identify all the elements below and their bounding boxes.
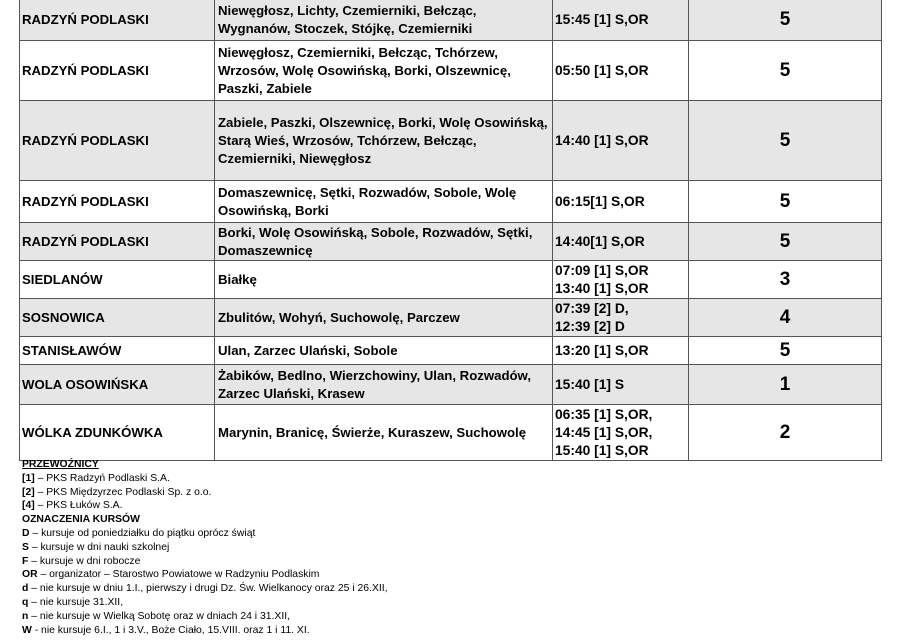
departures-cell: 05:50 [1] S,OR [553, 41, 689, 101]
course-code-text: – kursuje w dni nauki szkolnej [28, 541, 170, 553]
course-code: F [22, 555, 29, 567]
legend [22, 458, 882, 637]
town-cell: WOLA OSOWIŃSKA [20, 365, 215, 405]
departures-cell: 06:35 [1] S,OR, 14:45 [1] S,OR, 15:40 [1] S,OR [553, 405, 689, 461]
code-item [22, 624, 882, 638]
code-item [22, 582, 882, 596]
table-row [20, 405, 882, 461]
count-cell: 5 [689, 41, 882, 101]
code-item [22, 596, 882, 610]
departures-cell: 06:15[1] S,OR [553, 181, 689, 223]
villages-cell: Zabiele, Paszki, Olszewnicę, Borki, Wolę Osowińską, Starą Wieś, Wrzosów, Tchórzew, Bełcząc, Czemierniki, Niewęgłosz [215, 101, 553, 181]
town-cell: RADZYŃ PODLASKI [20, 181, 215, 223]
table-row [20, 337, 882, 365]
timetable-body [20, 0, 882, 461]
course-code-text: – nie kursuje 31.XII, [28, 596, 124, 608]
departures-cell: 13:20 [1] S,OR [553, 337, 689, 365]
villages-cell: Niewęgłosz, Lichty, Czemierniki, Bełcząc, Wygnanów, Stoczek, Stójkę, Czemierniki [215, 0, 553, 41]
count-cell: 5 [689, 101, 882, 181]
course-code: n [22, 610, 29, 622]
course-code-text: – nie kursuje w dniu 1.I., pierwszy i drugi Dz. Św. Wielkanocy oraz 25 i 26.XII, [28, 583, 388, 595]
table-row [20, 0, 882, 41]
code-item [22, 610, 882, 624]
table-row [20, 299, 882, 337]
town-cell: STANISŁAWÓW [20, 337, 215, 365]
codes-title: OZNACZENIA KURSÓW [22, 514, 140, 526]
departures-cell: 07:09 [1] S,OR 13:40 [1] S,OR [553, 261, 689, 299]
count-cell: 5 [689, 181, 882, 223]
departures-cell: 07:39 [2] D, 12:39 [2] D [553, 299, 689, 337]
count-cell: 2 [689, 405, 882, 461]
count-cell: 3 [689, 261, 882, 299]
departures-cell: 14:40 [1] S,OR [553, 101, 689, 181]
table-row [20, 181, 882, 223]
villages-cell: Białkę [215, 261, 553, 299]
carrier-code: [4] [22, 500, 35, 512]
town-cell: RADZYŃ PODLASKI [20, 41, 215, 101]
villages-cell: Zbulitów, Wohyń, Suchowolę, Parczew [215, 299, 553, 337]
town-cell: WÓLKA ZDUNKÓWKA [20, 405, 215, 461]
course-code-text: – kursuje od poniedziałku do piątku oprócz świąt [29, 527, 256, 539]
count-cell: 5 [689, 0, 882, 41]
town-cell: SOSNOWICA [20, 299, 215, 337]
town-cell: RADZYŃ PODLASKI [20, 223, 215, 261]
count-cell: 5 [689, 337, 882, 365]
town-cell: SIEDLANÓW [20, 261, 215, 299]
villages-cell: Żabików, Bedlno, Wierzchowiny, Ulan, Rozwadów, Zarzec Ulański, Krasew [215, 365, 553, 405]
carrier-text: – PKS Łuków S.A. [34, 500, 123, 512]
villages-cell: Borki, Wolę Osowińską, Sobole, Rozwadów, Sętki, Domaszewnicę [215, 223, 553, 261]
course-code-text: - nie kursuje 6.I., 1 i 3.V., Boże Ciało, 15.VIII. oraz 1 i 11. XI. [31, 624, 310, 636]
course-code: OR [22, 569, 38, 581]
course-code: D [22, 527, 30, 539]
course-code-text: – nie kursuje w Wielką Sobotę oraz w dniach 24 i 31.XII, [28, 610, 290, 622]
table-row [20, 365, 882, 405]
departures-cell: 15:40 [1] S [553, 365, 689, 405]
course-code: S [22, 541, 29, 553]
code-item [22, 555, 882, 569]
course-code-text: – kursuje w dni robocze [28, 555, 141, 567]
course-code: q [22, 596, 29, 608]
villages-cell: Domaszewnicę, Sętki, Rozwadów, Sobole, Wolę Osowińską, Borki [215, 181, 553, 223]
carrier-item [22, 472, 882, 486]
course-code: d [22, 583, 29, 595]
table-row [20, 223, 882, 261]
departures-cell: 14:40[1] S,OR [553, 223, 689, 261]
carriers-title: PRZEWOŹNICY [22, 459, 99, 470]
count-cell: 5 [689, 223, 882, 261]
carrier-text: – PKS Radzyń Podlaski S.A. [34, 472, 170, 484]
code-item [22, 541, 882, 555]
table-row [20, 261, 882, 299]
count-cell: 1 [689, 365, 882, 405]
villages-cell: Marynin, Branicę, Świerże, Kuraszew, Suchowolę [215, 405, 553, 461]
carrier-item [22, 486, 882, 500]
code-item [22, 527, 882, 541]
count-cell: 4 [689, 299, 882, 337]
villages-cell: Ulan, Zarzec Ulański, Sobole [215, 337, 553, 365]
table-row [20, 41, 882, 101]
timetable [19, 0, 882, 461]
departures-cell: 15:45 [1] S,OR [553, 0, 689, 41]
course-code: W [22, 624, 32, 636]
town-cell: RADZYŃ PODLASKI [20, 101, 215, 181]
carrier-code: [2] [22, 486, 35, 498]
villages-cell: Niewęgłosz, Czemierniki, Bełcząc, Tchórzew, Wrzosów, Wolę Osowińską, Borki, Olszewnicę, Paszki, Zabiele [215, 41, 553, 101]
carrier-code: [1] [22, 472, 35, 484]
table-row [20, 101, 882, 181]
town-cell: RADZYŃ PODLASKI [20, 0, 215, 41]
carrier-text: – PKS Międzyrzec Podlaski Sp. z o.o. [34, 486, 212, 498]
carrier-item [22, 499, 882, 513]
course-code-text: – organizator – Starostwo Powiatowe w Radzyniu Podlaskim [37, 569, 320, 581]
code-item [22, 568, 882, 582]
